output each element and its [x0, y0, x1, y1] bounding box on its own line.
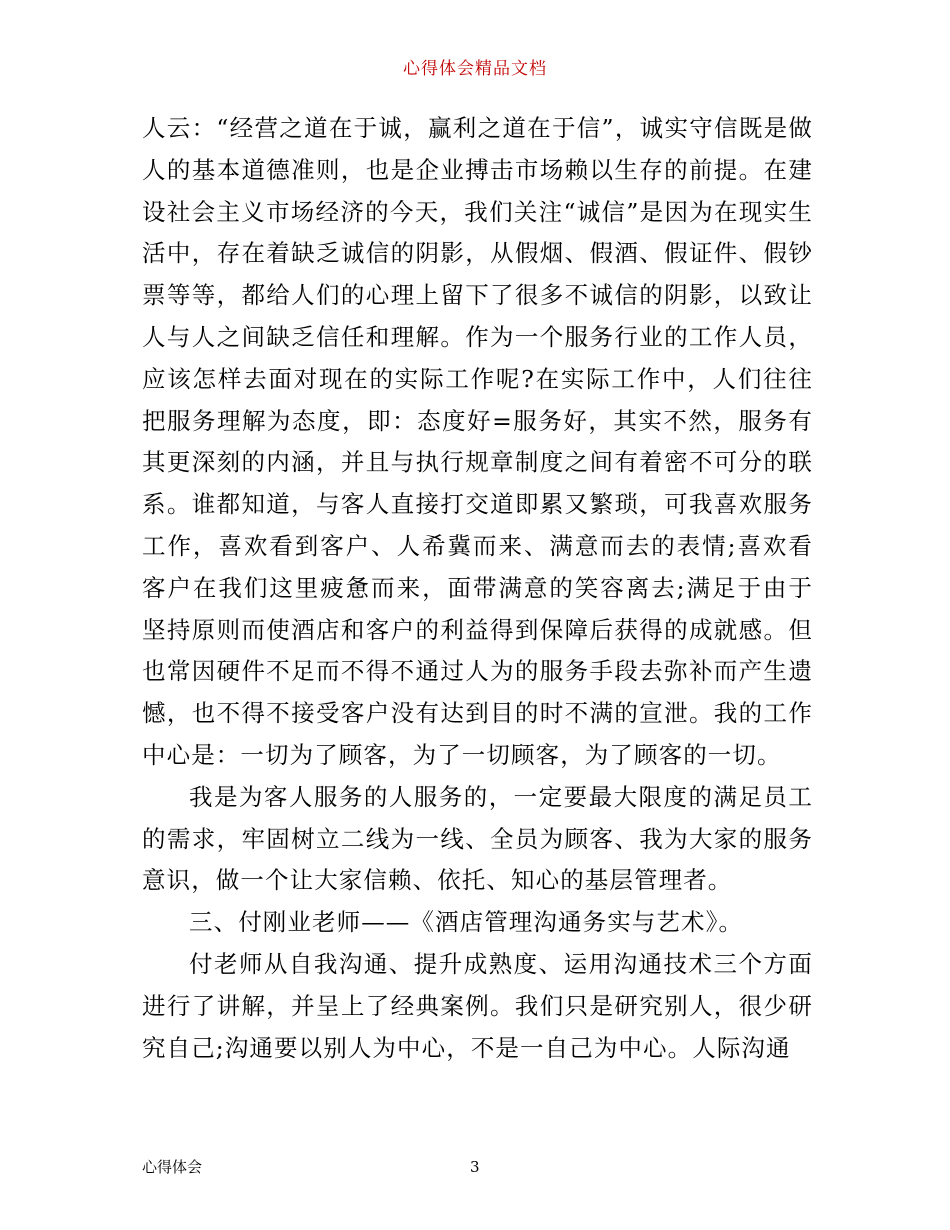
footer-label: 心得体会: [142, 1158, 203, 1176]
document-footer: [142, 1155, 813, 1179]
paragraph-2: 我是为客人服务的人服务的，一定要最大限度的满足员工的需求，牢固树立二线为一线、全员为顾客、我为大家的服务意识，做一个让大家信赖、依托、知心的基层管理者。: [142, 782, 813, 895]
document-header-title: 心得体会精品文档: [403, 59, 547, 79]
paragraph-4: 付老师从自我沟通、提升成熟度、运用沟通技术三个方面进行了讲解，并呈上了经典案例。我们只是研究别人，很少研究自己;沟通要以别人为中心，不是一自己为中心。人际沟通: [142, 949, 813, 1062]
page-number: 3: [470, 1158, 480, 1176]
paragraph-3-section-heading: 三、付刚业老师——《酒店管理沟通务实与艺术》。: [189, 908, 744, 937]
document-body: [142, 108, 813, 1069]
paragraph-1: 人云：“经营之道在于诚，赢利之道在于信”，诚实守信既是做人的基本道德准则，也是企业搏击市场赖以生存的前提。在建设社会主义市场经济的今天，我们关注“诚信”是因为在现实生活中，存在着缺乏诚信的阴影，从假烟、假酒、假证件、假钞票等等，都给人们的心理上留下了很多不诚信的阴影，以致让人与人之间缺乏信任和理解。作为一个服务行业的工作人员，应该怎样去面对现在的实际工作呢?在实际工作中，人们往往把服务理解为态度，即：态度好=服务好，其实不然，服务有其更深刻的内涵，并且与执行规章制度之间有着密不可分的联系。谁都知道，与客人直接打交道即累又繁琐，可我喜欢服务工作，喜欢看到客户、人希冀而来、满意而去的表情;喜欢看客户在我们这里疲惫而来，面带满意的笑容离去;满足于由于坚持原则而使酒店和客户的利益得到保障后获得的成就感。但也常因硬件不足而不得不通过人为的服务手段去弥补而产生遗憾，也不得不接受客户没有达到目的时不满的宣泄。我的工作中心是：一切为了顾客，为了一切顾客，为了顾客的一切。: [142, 114, 813, 769]
